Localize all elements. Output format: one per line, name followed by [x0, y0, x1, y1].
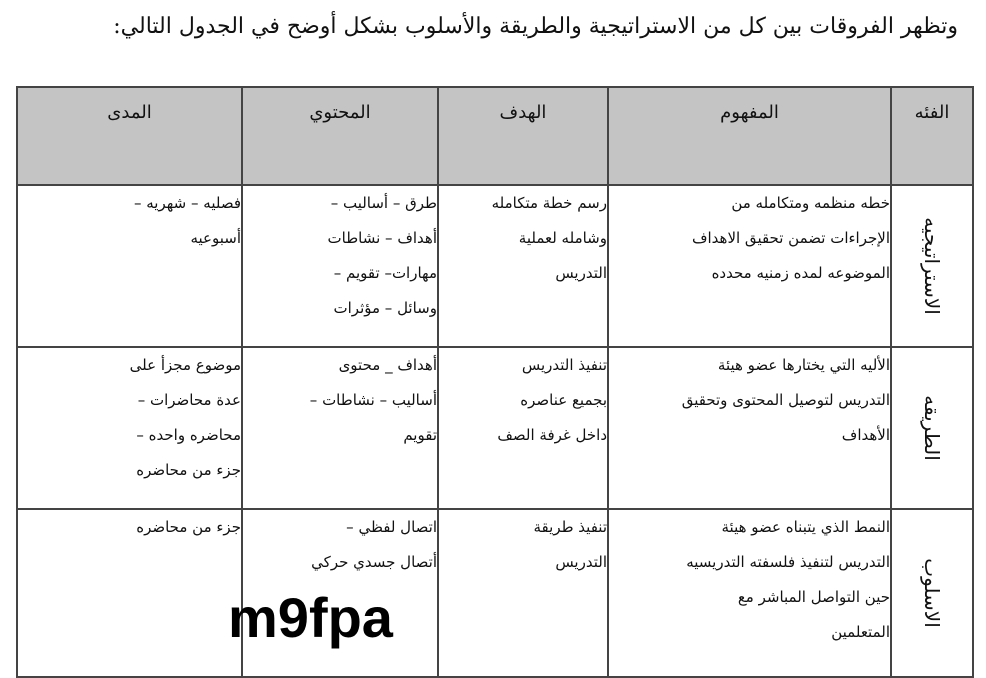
table-header-row [17, 87, 973, 185]
category-cell [891, 185, 973, 347]
category-label: الطريقه [920, 395, 944, 461]
cell-line: طرق – أساليب – [330, 194, 437, 212]
range-cell [17, 185, 242, 347]
header-content: المحتوي [242, 87, 438, 185]
header-range: المدى [17, 87, 242, 185]
watermark-text: m9fpa [228, 586, 393, 649]
cell-line: محاضره واحده – [136, 426, 241, 444]
cell-line: وسائل – مؤثرات [333, 299, 437, 317]
cell-line: رسم خطة متكامله [491, 194, 607, 212]
cell-line: جزء من محاضره [136, 461, 241, 479]
cell-line: موضوع مجزأ على [129, 356, 241, 374]
cell-line: خطه منظمه ومتكامله من [731, 194, 890, 212]
cell-line: أتصال جسدي حركي [311, 553, 437, 571]
content-cell [242, 185, 438, 347]
cell-line: أسبوعيه [190, 229, 241, 247]
cell-line: تنفيذ طريقة [533, 518, 607, 536]
cell-line: النمط الذي يتبناه عضو هيئة [721, 518, 890, 536]
cell-line: أهداف _ محتوى [338, 356, 437, 374]
cell-line: الأهداف [841, 426, 890, 444]
cell-line: اتصال لفظي – [346, 518, 437, 536]
cell-line: عدة محاضرات – [137, 391, 241, 409]
cell-line: داخل غرفة الصف [497, 426, 607, 444]
comparison-table [16, 86, 974, 678]
table-row [17, 509, 973, 677]
cell-line: وشامله لعملية [518, 229, 607, 247]
category-label: الاستراتيجيه [920, 217, 944, 315]
table-row [17, 347, 973, 509]
goal-cell [438, 509, 608, 677]
cell-line: أهداف – نشاطات [327, 229, 437, 247]
goal-cell [438, 347, 608, 509]
table-row [17, 185, 973, 347]
range-cell [17, 347, 242, 509]
cell-line: تنفيذ التدريس [521, 356, 607, 374]
cell-line: بجميع عناصره [520, 391, 607, 409]
cell-line: مهارات– تقويم – [333, 264, 437, 282]
header-category: الفئه [891, 87, 973, 185]
concept-cell [608, 185, 891, 347]
cell-line: التدريس لتوصيل المحتوى وتحقيق [681, 391, 890, 409]
header-concept: المفهوم [608, 87, 891, 185]
content-cell [242, 347, 438, 509]
header-goal: الهدف [438, 87, 608, 185]
cell-line: المتعلمين [831, 623, 890, 641]
cell-line: الموضوعه لمده زمنيه محدده [711, 264, 890, 282]
cell-line: تقويم [403, 426, 437, 444]
cell-line: حين التواصل المباشر مع [737, 588, 890, 606]
cell-line: التدريس [555, 553, 607, 571]
cell-line: فصليه – شهريه – [134, 194, 241, 212]
category-cell [891, 347, 973, 509]
concept-cell [608, 347, 891, 509]
concept-cell [608, 509, 891, 677]
cell-line: جزء من محاضره [136, 518, 241, 536]
intro-text: وتظهر الفروقات بين كل من الاستراتيجية والطريقة والأسلوب بشكل أوضح في الجدول التالي: [113, 14, 958, 39]
cell-line: الأليه التي يختارها عضو هيئة [717, 356, 890, 374]
cell-line: التدريس لتنفيذ فلسفته التدريسيه [686, 553, 890, 571]
cell-line: التدريس [555, 264, 607, 282]
category-cell [891, 509, 973, 677]
category-label: الاسلوب [920, 558, 944, 628]
cell-line: أساليب – نشاطات – [309, 391, 437, 409]
range-cell [17, 509, 242, 677]
cell-line: الإجراءات تضمن تحقيق الاهداف [691, 229, 890, 247]
goal-cell [438, 185, 608, 347]
